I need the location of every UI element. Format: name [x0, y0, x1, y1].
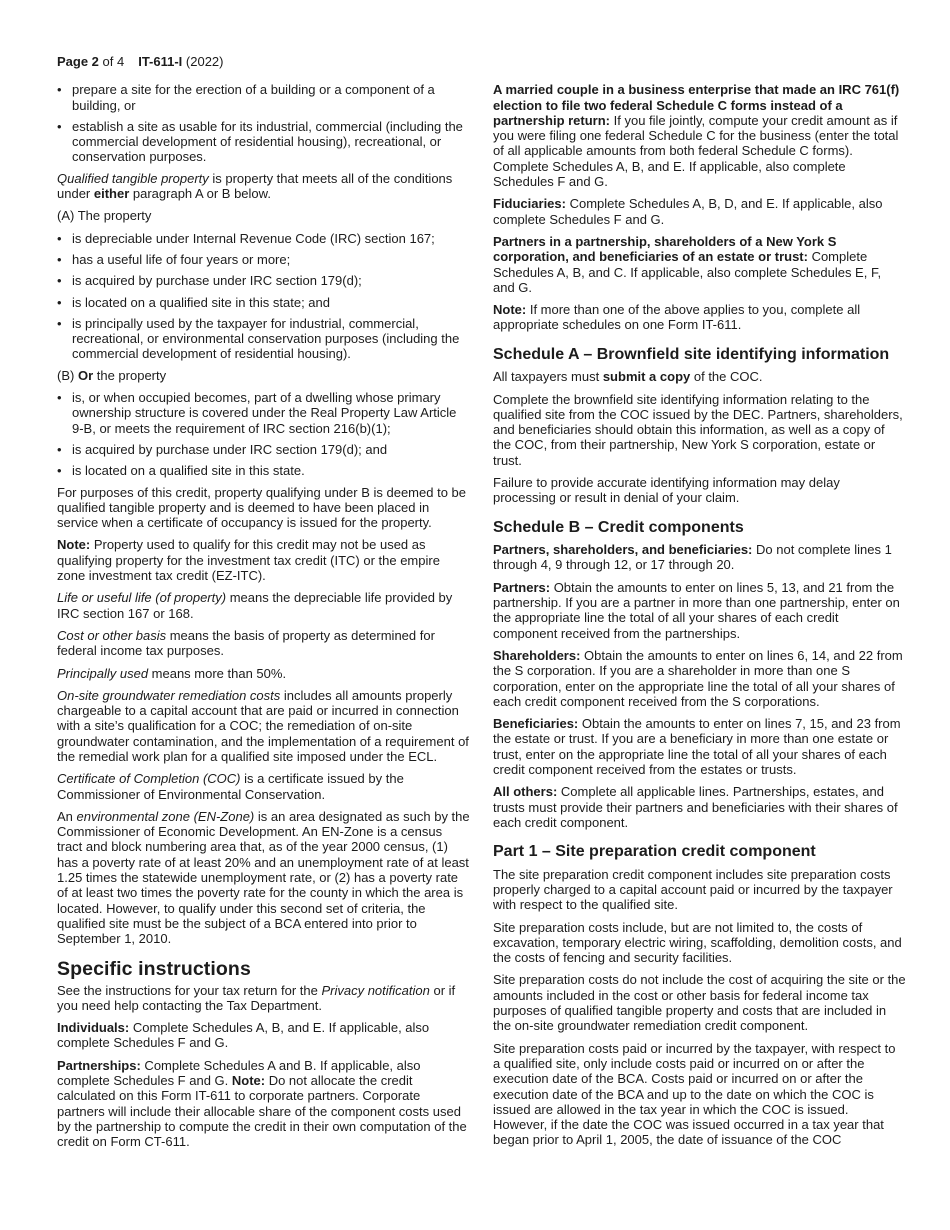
- form-code: IT-611-I: [138, 54, 183, 69]
- right-column: [493, 82, 906, 1154]
- heading-schedule-b: Schedule B – Credit components: [493, 518, 744, 536]
- heading-specific-instructions: Specific instructions: [57, 957, 251, 980]
- bullet-icon: •: [57, 441, 62, 457]
- paragraph-complete-identifying-info: Complete the brownfield site identifying information relating to the qualified site from the COC issued by the DEC. Partners, shareholders, and beneficiaries should obtain this information, as well as a copy of the COC, from their partnership, New York S corporation, estate or trust.: [493, 391, 903, 468]
- paragraph-married-couple: A married couple in a business enterprise that made an IRC 761(f) election to file two federal Schedule C forms instead of a partnership return: If you file jointly, compute your credit amount as if you were filing one federal Schedule C for the business (enter the total of all applicable amounts from both federal Schedule C forms). Complete Schedules A, B, and E. If applicable, also complete Schedules F and G.: [493, 82, 900, 190]
- bullet-item: • has a useful life of four years or more;: [57, 251, 291, 267]
- page-count-label: of 4: [98, 54, 125, 69]
- bullet-item: • is located on a qualified site in this state; and: [57, 294, 330, 310]
- bullet-icon: •: [57, 463, 62, 479]
- paragraph-en-zone-definition: An environmental zone (EN-Zone) is an area designated as such by the Commissioner of Economic Development. An EN-Zone is a census tract and block numbering area that, as of the year 2000 census, (1) has a poverty rate of at least 20% and an unemployment rate of at least 1.25 times the statewide unemployment rate, or (2) has a poverty rate of at least two times the poverty rate for the county in which the area is located. However, to qualify under this second set of criteria, the qualified site must be the subject of a BCA entered into prior to September 1, 2010.: [57, 808, 470, 947]
- bullet-item: • is acquired by purchase under IRC section 179(d); and: [57, 441, 388, 457]
- page-number-label: Page 2: [57, 54, 99, 69]
- paragraph-site-prep-timing: Site preparation costs paid or incurred by the taxpayer, with respect to a qualified site, only include costs paid or incurred on or after the execution date of the BCA. Costs paid or incurred on or after the execution date of the BCA and up to the date on which the COC is issued are allowed in the tax year in which the COC is issued. However, if the date the COC was issued occurred in a tax year that began prior to April 1, 2005, the date of issuance of the COC: [493, 1040, 896, 1148]
- document-header: [57, 54, 906, 69]
- paragraph-do-not-complete-lines: Partners, shareholders, and beneficiaries: Do not complete lines 1 through 4, 9 through 12, or 17 through 20.: [493, 542, 892, 573]
- left-column: [57, 82, 470, 1156]
- bullet-icon: •: [57, 294, 62, 310]
- paragraph-purposes-of-credit: For purposes of this credit, property qualifying under B is deemed to be qualified tangible property and is deemed to have been placed in service when a certificate of occupancy is issued for the property.: [57, 484, 466, 531]
- bullet-item: • prepare a site for the erection of a building or a component of a building, or: [57, 82, 435, 113]
- paragraph-individuals: Individuals: Complete Schedules A, B, and E. If applicable, also complete Schedules F and G.: [57, 1020, 430, 1051]
- bullet-icon: •: [57, 315, 62, 331]
- form-year: (2022): [182, 54, 224, 69]
- paragraph-fiduciaries: Fiduciaries: Complete Schedules A, B, D, and E. If applicable, also complete Schedules F and G.: [493, 196, 883, 227]
- paragraph-life-definition: Life or useful life (of property) means the depreciable life provided by IRC section 167 or 168.: [57, 590, 453, 621]
- bullet-item: • is acquired by purchase under IRC section 179(d);: [57, 273, 362, 289]
- paragraph-partners-lines: Partners: Obtain the amounts to enter on lines 5, 13, and 21 from the partnership. If you are a partner in more than one partnership, enter on the appropriate line the total of all your shares of each credit component received from the partnerships.: [493, 579, 900, 641]
- paragraph-b-the-property: (B) Or the property: [57, 367, 167, 383]
- bullet-icon: •: [57, 390, 62, 406]
- paragraph-coc-definition: Certificate of Completion (COC) is a certificate issued by the Commissioner of Environmental Conservation.: [57, 771, 404, 802]
- paragraph-site-prep-component: The site preparation credit component includes site preparation costs properly charged to a capital account paid or incurred by the taxpayer with respect to the qualified site.: [493, 866, 893, 913]
- bullet-icon: •: [57, 251, 62, 267]
- bullet-icon: •: [57, 230, 62, 246]
- paragraph-groundwater-costs-definition: On-site groundwater remediation costs includes all amounts properly chargeable to a capital account that are paid or incurred in connection with a site’s qualification for a COC; the remediation of on-site groundwater contamination, and the implementation of a requirement of the remedial work plan for a qualified site imposed under the ECL.: [57, 687, 469, 764]
- bullet-item: • establish a site as usable for its industrial, commercial (including the commercial development of residential housing), recreational, or conservation purposes.: [57, 118, 463, 165]
- bullet-item: • is principally used by the taxpayer for industrial, commercial, recreational, or environmental conservation purposes (including the commercial development of residential housing).: [57, 315, 460, 362]
- paragraph-failure-to-provide: Failure to provide accurate identifying information may delay processing or result in denial of your claim.: [493, 475, 840, 506]
- paragraph-partnerships: Partnerships: Complete Schedules A and B. If applicable, also complete Schedules F and G. Note: Do not allocate the credit calculated on this Form IT-611 to corporate partners. Corporate partners will include their allocable share of the component costs used by the partnership to compute the credit in their own computation of the credit on Form CT-611.: [57, 1057, 467, 1150]
- bullet-icon: •: [57, 118, 62, 134]
- paragraph-beneficiaries-lines: Beneficiaries: Obtain the amounts to enter on lines 7, 15, and 23 from the estate or trust. If you are a beneficiary in more than one estate or trust, enter on the appropriate line the total of all your shares of each credit component received from the estates or trusts.: [493, 716, 901, 777]
- heading-part-1: Part 1 – Site preparation credit component: [493, 843, 816, 861]
- paragraph-site-prep-excludes: Site preparation costs do not include the cost of acquiring the site or the amounts included in the cost or other basis for federal income tax purposes of qualified tangible property and costs that are included in the on-site groundwater remediation credit component.: [493, 972, 906, 1034]
- paragraph-principally-used-definition: Principally used means more than 50%.: [57, 665, 287, 681]
- paragraph-partners-shareholders-beneficiaries: Partners in a partnership, shareholders of a New York S corporation, and beneficiaries of an estate or trust: Complete Schedules A, B, and C. If applicable, also complete Schedules E, F, and G.: [493, 233, 882, 295]
- bullet-icon: •: [57, 82, 62, 98]
- paragraph-qualified-tangible-property: Qualified tangible property is property that meets all of the conditions under either paragraph A or B below.: [57, 170, 453, 202]
- two-column-layout: [57, 82, 906, 1156]
- paragraph-a-the-property: (A) The property: [57, 208, 152, 224]
- bullet-item: • is depreciable under Internal Revenue Code (IRC) section 167;: [57, 230, 435, 246]
- paragraph-note-itc: Note: Property used to qualify for this credit may not be used as qualifying property for the investment tax credit (ITC) or the empire zone investment tax credit (EZ-ITC).: [57, 537, 440, 584]
- paragraph-site-prep-includes: Site preparation costs include, but are not limited to, the costs of excavation, temporary electric wiring, scaffolding, demolition costs, and the costs of fencing and security facilities.: [493, 919, 902, 966]
- heading-schedule-a: Schedule A – Brownfield site identifying information: [493, 345, 890, 363]
- paragraph-submit-copy: All taxpayers must submit a copy of the COC.: [493, 369, 763, 385]
- paragraph-all-others: All others: Complete all applicable lines. Partnerships, estates, and trusts must provide their partners and beneficiaries with their shares of each credit component.: [493, 784, 898, 830]
- paragraph-note-multiple: Note: If more than one of the above applies to you, complete all appropriate schedules on one Form IT-611.: [493, 302, 861, 333]
- paragraph-cost-basis-definition: Cost or other basis means the basis of property as determined for federal income tax purposes.: [57, 627, 435, 659]
- paragraph-shareholders-lines: Shareholders: Obtain the amounts to enter on lines 6, 14, and 22 from the S corporation. If you are a shareholder in more than one S corporation, enter on the appropriate line the total of all your shares of each credit component received from the S corporations.: [493, 647, 903, 709]
- bullet-icon: •: [57, 273, 62, 289]
- bullet-item: • is, or when occupied becomes, part of a dwelling whose primary ownership structure is covered under the Real Property Law Article 9-B, or meets the requirement of IRC section 216(b)(1);: [57, 390, 457, 436]
- paragraph-privacy-notification: See the instructions for your tax return for the Privacy notification or if you need help contacting the Tax Department.: [57, 982, 456, 1013]
- bullet-item: • is located on a qualified site in this state.: [57, 463, 305, 479]
